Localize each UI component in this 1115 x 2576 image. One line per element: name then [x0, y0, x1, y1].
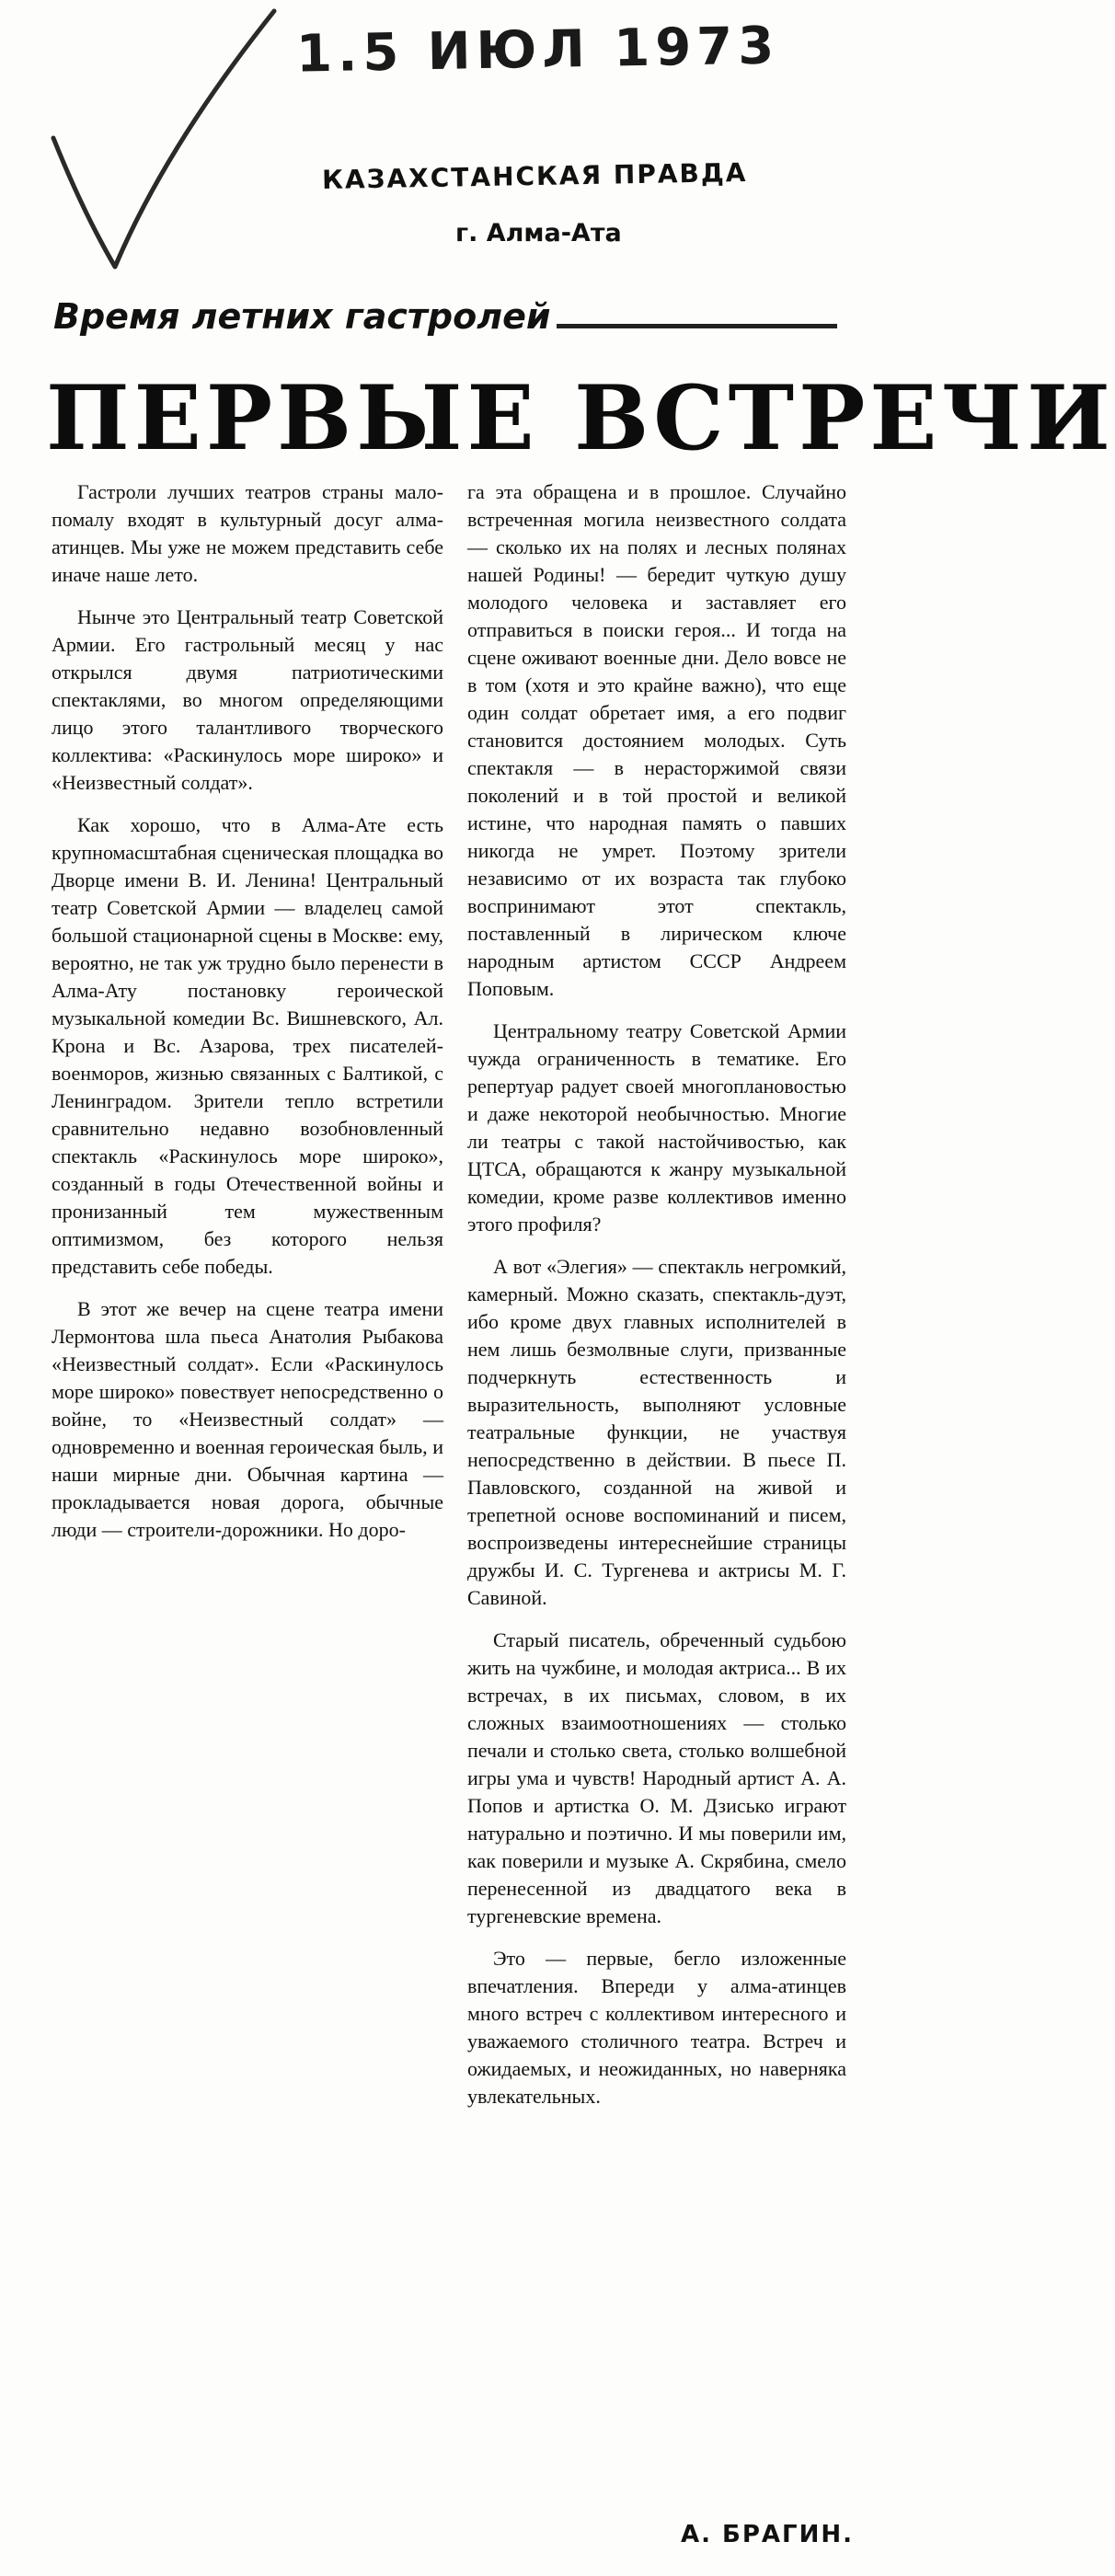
newspaper-city: г. Алма-Ата [455, 219, 622, 247]
paragraph: А вот «Элегия» — спектакль негромкий, камерный. Можно сказать, спектакль-дуэт, ибо кроме двух главных исполнителей в нем лишь безмолвные слуги, призванные подчеркнуть естественность и выразительность, выполняют условные театральные функции, не участвуя непосредственно в действии. В пьесе П. Павловского, созданной на живой и трепетной основе воспоминаний и писем, воспроизведены интереснейшие страницы дружбы И. С. Тургенева и актрисы М. Г. Савиной. [467, 1255, 846, 1609]
rubric-rule [557, 324, 837, 328]
stamp-date: 1.5 ИЮЛ 1973 [295, 16, 780, 85]
handwritten-checkmark [28, 0, 304, 276]
paragraph: Это — первые, бегло изложенные впечатления. Впереди у алма-атинцев много встреч с коллективом интересного и уважаемого столичного театра. Встреч и ожидаемых, и неожиданных, но наверняка увлекательных. [467, 1947, 846, 2108]
paragraph: В этот же вечер на сцене театра имени Лермонтова шла пьеса Анатолия Рыбакова «Неизвестный солдат». Если «Раскинулось море широко» повествует непосредственно о войне, то «Неизвестный солдат» — одновременно и военная героическая быль, и наши мирные дни. Обычная картина — прокладывается новая дорога, обычные люди — строители-дорожники. Но доро- [52, 1297, 443, 1541]
paragraph: Как хорошо, что в Алма-Ате есть крупномасштабная сценическая площадка во Дворце имени В. И. Ленина! Центральный театр Советской Армии — владелец самой большой стационарной сцены в Москве: ему, вероятно, не так уж трудно было перенести в Алма-Ату постановку героической музыкальной комедии Вс. Вишневского, Ал. Крона и Вс. Азарова, трех писателей-военморов, жизнью связанных с Балтикой, с Ленинградом. Зрители тепло встретили сравнительно недавно возобновленный спектакль «Раскинулось море широко», созданный в годы Отечественной войны и пронизанный тем мужественным оптимизмом, без которого нельзя представить себе победы. [52, 813, 443, 1278]
paragraph: Старый писатель, обреченный судьбою жить на чужбине, и молодая актриса... В их встречах, в их письмах, словом, в их сложных взаимоотношениях — столько печали и столько света, столько волшебной игры ума и чувств! Народный артист А. А. Попов и артистка О. М. Дзисько играют натурально и поэтично. И мы поверили им, как поверили и музыке А. Скрябина, смело перенесенной из двадцатого века в тургеневские времена. [467, 1628, 846, 1927]
rubric-title: Время летних гастролей [53, 296, 551, 337]
headline: ПЕРВЫЕ ВСТРЕЧИ [46, 366, 1115, 470]
paragraph: Гастроли лучших театров страны мало-помалу входят в культурный досуг алма-атинцев. Мы уже не можем представить себе иначе наше лето. [52, 480, 443, 586]
newspaper-name: КАЗАХСТАНСКАЯ ПРАВДА [321, 156, 748, 196]
article-column-right [467, 478, 846, 2125]
article-column-left [52, 478, 443, 1558]
paragraph: га эта обращена и в прошлое. Случайно встреченная могила неизвестного солдата — сколько их на полях и лесных полянах нашей Родины! — бередит чуткую душу молодого человека и заставляет его отправиться в поиски героя... И тогда на сцене оживают военные дни. Дело вовсе не в том (хотя и это крайне важно), что еще один солдат обретает имя, а его подвиг становится достоянием молодых. Суть спектакля — в нерасторжимой связи поколений и в той простой и великой истине, что народная память о павших никогда не умрет. Поэтому зрители независимо от их возраста так глубоко воспринимают этот спектакль, поставленный в лирическом ключе народным артистом СССР Андреем Поповым. [467, 480, 846, 1000]
paragraph: Центральному театру Советской Армии чужда ограниченность в тематике. Его репертуар радует своей многоплановостью и даже некоторой необычностью. Многие ли театры с такой настойчивостью, как ЦТСА, обращаются к жанру музыкальной комедии, кроме разве коллективов именно этого профиля? [467, 1019, 846, 1236]
author-signature: А. БРАГИН. [681, 2521, 855, 2548]
paragraph: Нынче это Центральный театр Советской Армии. Его гастрольный месяц у нас открылся двумя патриотическими спектаклями, во многом определяющими лицо этого талантливого творческого коллектива: «Раскинулось море широко» и «Неизвестный солдат». [52, 605, 443, 794]
